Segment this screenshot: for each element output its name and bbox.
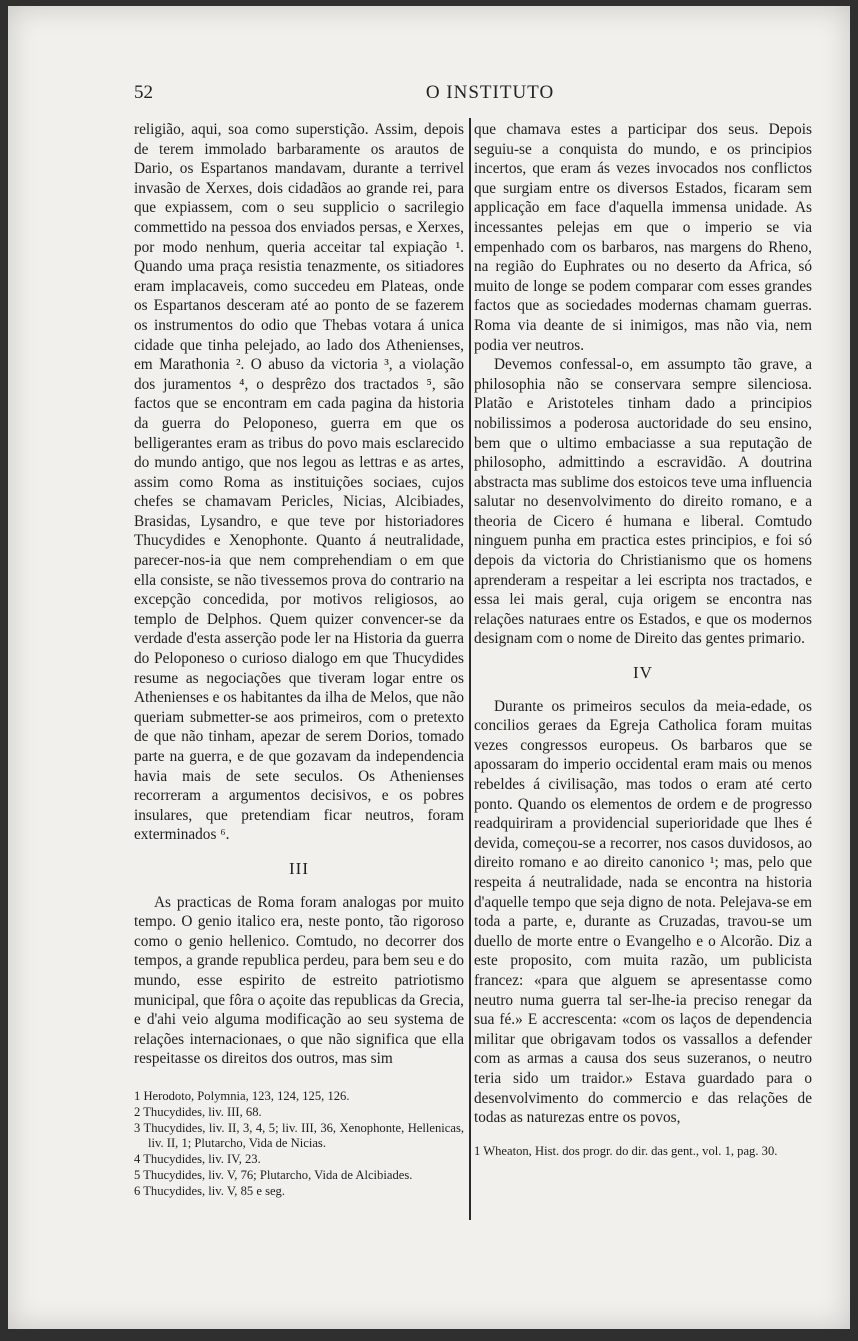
left-footnotes <box>134 1089 464 1200</box>
footnote: 2 Thucydides, liv. III, 68. <box>134 1104 262 1119</box>
left-column <box>134 120 464 1199</box>
page-number: 52 <box>134 82 153 103</box>
left-paragraph-1: religião, aqui, soa como superstição. Assim, depois de terem immolado barbaramente os arautos de Dario, os Espartanos mandavam, durante a terrivel invasão de Xerxes, dois cidadãos ao grande rei, para que expiassem, com o seu supplicio o sacrilegio commettido na pessoa dos enviados persas, e Xerxes, por modo nenhum, queria acceitar tal expiação ¹. Quando uma praça resistia tenazmente, os sitiadores eram implacaveis, como succedeu em Plateas, onde os Espartanos desceram até ao ponto de se fazerem os instrumentos do odio que Thebas votara á unica cidade que tinha pelejado, ao lado dos Athenienses, em Marathonia ². O abuso da victoria ³, a violação dos juramentos ⁴, o desprêzo dos tractados ⁵, são factos que se encontram em cada pagina da historia da guerra do Peloponeso, guerra em que os belligerantes eram as tribus do povo mais esclarecido do mundo antigo, que nos legou as lettras e as artes, assim como Roma as instituições sociaes, cujos chefes se chamavam Pericles, Nicias, Alcibiades, Brasidas, Lysandro, e que teve por historiadores Thucydides e Xenophonte. Quanto á neutralidade, parecer-nos-ia que nem comprehendiam o em que ella consiste, se não tivessemos prova do contrario na excepção concedida, por motivos religiosos, ao templo de Delphos. Quem quizer convencer-se da verdade d'esta asserção pode ler na Historia da guerra do Peloponeso o curioso dialogo em que Thucydides resume as negociações que tiveram logar entre os Athenienses e os habitantes da ilha de Melos, que não queriam submetter-se aos primeiros, com o pretexto de que não tinham, apezar de serem Dorios, tomado parte na guerra, e de que gozavam da independencia havia mais de sete seculos. Os Athenienses recorreram a argumentos decisivos, e os pobres insulares, que pretendiam ficar neutros, foram exterminados ⁶. <box>134 121 464 844</box>
footnote: 3 Thucydides, liv. II, 3, 4, 5; liv. III, 36, Xenophonte, Hellenicas, liv. II, 1; Plutarcho, Vida de Nicias. <box>134 1120 464 1151</box>
page-header <box>134 82 846 108</box>
section-heading-iv: IV <box>633 663 653 683</box>
document-page <box>8 6 850 1329</box>
right-paragraph-1: que chamava estes a participar dos seus. Depois seguiu-se a conquista do mundo, e os principios incertos, que eram ás vezes invocados nos conflictos que surgiam entre os diversos Estados, ficaram sem applicação em face d'aquella immensa unidade. As incessantes pelejas em que o imperio se via empenhado com os barbaros, nas margens do Rheno, na região do Euphrates ou no deserto da Africa, só muito de longe se podem comparar com esses grandes factos que as sociedades modernas chamam guerras. Roma via deante de si inimigos, mas não via, nem podia ver neutros. <box>474 121 812 354</box>
footnote: 1 Wheaton, Hist. dos progr. do dir. das gent., vol. 1, pag. 30. <box>474 1143 778 1158</box>
footnote: 6 Thucydides, liv. V, 85 e seg. <box>134 1183 286 1198</box>
right-paragraph-2: Devemos confessal-o, em assumpto tão grave, a philosophia não se conservara sempre silenciosa. Platão e Aristoteles tinham dado a principios nobilissimos a poderosa auctoridade do seu ensino, bem que o ultimo embaciasse a sua reputação de philosopho, admittindo a escravidão. A doutrina abstracta mas sublime dos estoicos teve uma influencia salutar no desenvolvimento do direito romano, e a theoria de Cicero é humana e liberal. Comtudo ninguem punha em practica estes principios, e foi só depois da victoria do Christianismo que os homens aprenderam a respeitar a lei escripta nos tractados, e essa lei mais geral, cuja origem se encontra nas relações naturaes entre os Estados, e que os modernos designam com o nome de Direito das gentes primario. <box>474 356 812 648</box>
section-heading-iii: III <box>289 858 309 878</box>
right-footnotes <box>474 1144 812 1160</box>
column-divider <box>469 118 471 1220</box>
footnote: 1 Herodoto, Polymnia, 123, 124, 125, 126. <box>134 1088 350 1103</box>
footnote: 5 Thucydides, liv. V, 76; Plutarcho, Vida de Alcibiades. <box>134 1167 413 1182</box>
running-title: O INSTITUTO <box>425 82 555 103</box>
right-column <box>474 120 812 1159</box>
right-paragraph-3: Durante os primeiros seculos da meia-edade, os concilios geraes da Egreja Catholica foram muitas vezes congressos europeus. Os barbaros que se apossaram do imperio occidental eram mais ou menos rebeldes á civilisação, mas todos o eram até certo ponto. Quando os elementos de ordem e de progresso readquiriram a providencial superioridade que lhes é devida, começou-se a recorrer, nos casos duvidosos, ao direito romano e ao direito canonico ¹; mas, pelo que respeita á neutralidade, nada se encontra na historia d'aquelle tempo que seja digno de nota. Pelejava-se em toda a parte, e, durante as Cruzadas, travou-se um duello de morte entre o Evangelho e o Alcorão. Diz a este proposito, com muita razão, um publicista francez: «para que alguem se apresentasse como neutro numa guerra tal ser-lhe-ia preciso renegar da sua fé.» E accrescenta: «com os laços de dependencia militar que obrigavam todos os vassallos a defender com as armas a causa dos seus suzeranos, o neutro teria sido um traidor.» Estava guardado para o desenvolvimento do commercio e das relações de todas as naturezas entre os povos, <box>474 697 812 1127</box>
footnote: 4 Thucydides, liv. IV, 23. <box>134 1152 261 1167</box>
left-paragraph-2: As practicas de Roma foram analogas por muito tempo. O genio italico era, neste ponto, tão rigoroso como o genio hellenico. Comtudo, no decorrer dos tempos, a grande republica perdeu, para bem seu e do mundo, esse espirito de estreito patriotismo municipal, que fôra o açoite das republicas da Grecia, e d'ahi veio alguma modificação ao seu systema de relações internacionaes, o que não significa que ella respeitasse os direitos dos outros, mas sim <box>134 893 464 1068</box>
